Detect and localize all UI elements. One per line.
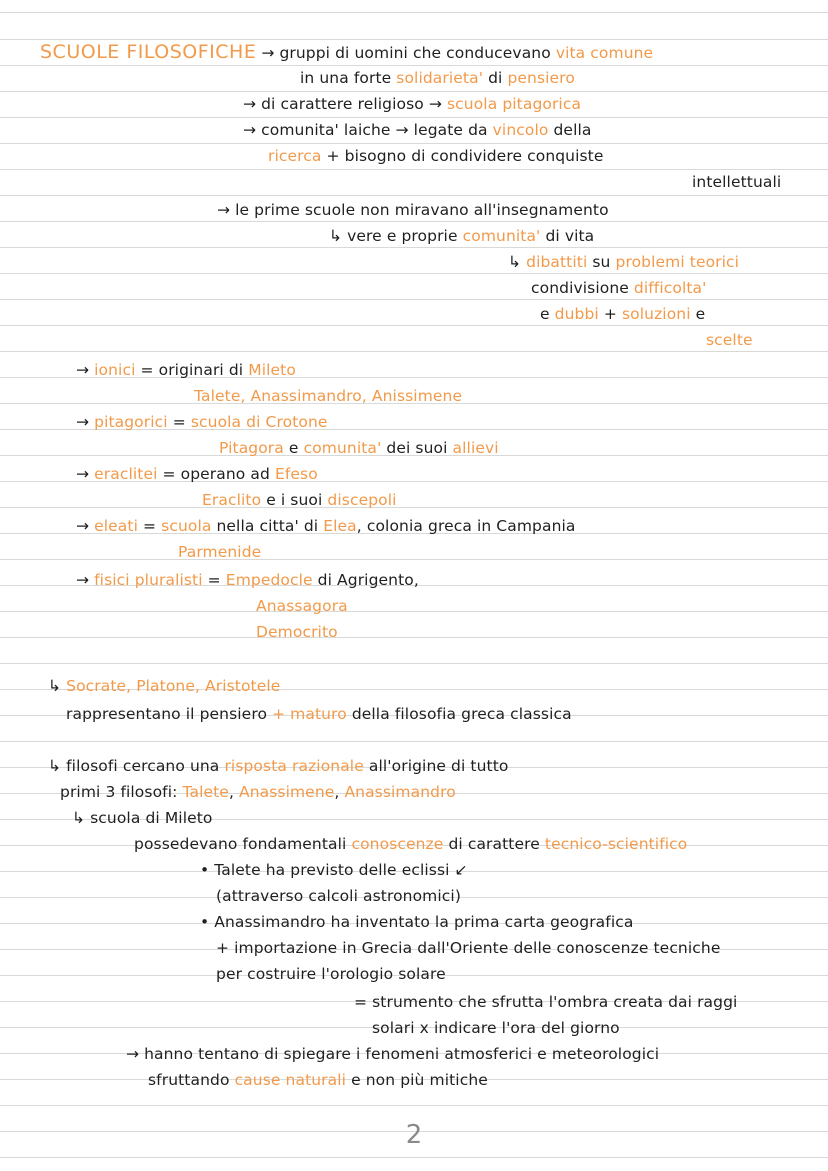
note-line (200, 860, 468, 880)
note-text: e (540, 305, 555, 323)
highlighted-term: dibattiti (526, 253, 588, 271)
note-line (256, 596, 348, 616)
note-line (268, 146, 604, 166)
highlighted-term: Socrate, Platone, Aristotele (66, 677, 281, 695)
note-text: primi 3 filosofi: (60, 783, 183, 801)
highlighted-term: soluzioni (621, 305, 691, 323)
note-line (354, 992, 737, 1012)
highlighted-term: cause naturali (234, 1071, 347, 1089)
highlighted-term: tecnico-scientifico (544, 835, 688, 853)
note-text: = (202, 571, 226, 589)
note-line (692, 172, 781, 192)
highlighted-term: scuola (161, 517, 212, 535)
highlighted-term: Democrito (256, 623, 338, 641)
note-text: di carattere (443, 835, 545, 853)
note-line (76, 570, 419, 590)
note-text: → le prime scuole non miravano all'insegnamento (217, 201, 609, 219)
note-line (48, 676, 280, 696)
note-text: condivisione (531, 279, 634, 297)
highlighted-term: Anassagora (256, 597, 348, 615)
note-text: di Agrigento, (312, 571, 419, 589)
highlighted-term: eleati (94, 517, 138, 535)
highlighted-term: comunita' (462, 227, 541, 245)
note-text: , (334, 783, 345, 801)
note-text: = (167, 413, 191, 431)
highlighted-term: SCUOLE FILOSOFICHE (40, 41, 257, 63)
highlighted-term: discepoli (327, 491, 397, 509)
note-line (60, 782, 456, 802)
highlighted-term: dubbi (554, 305, 599, 323)
highlighted-term: comunita' (303, 439, 382, 457)
note-line (200, 912, 633, 932)
note-text: • Talete ha previsto delle eclissi ↙ (200, 861, 468, 879)
note-line (148, 1070, 488, 1090)
highlighted-term: + maturo (272, 705, 347, 723)
note-line (216, 964, 446, 984)
note-text: e (283, 439, 304, 457)
note-text: + (598, 305, 622, 323)
note-line (219, 438, 499, 458)
note-text: → comunita' laiche → legate da (243, 121, 493, 139)
note-text: possedevano fondamentali (134, 835, 352, 853)
highlighted-term: scuola pitagorica (446, 95, 582, 113)
note-text: ↳ vere e proprie (329, 227, 463, 245)
note-line (126, 1044, 659, 1064)
note-line (256, 622, 338, 642)
note-line (540, 304, 705, 324)
highlighted-term: Elea (323, 517, 357, 535)
note-line (372, 1018, 620, 1038)
note-text: • Anassimandro ha inventato la prima carta geografica (200, 913, 634, 931)
note-text: dei suoi (381, 439, 453, 457)
highlighted-term: difficolta' (633, 279, 707, 297)
note-line (531, 278, 707, 298)
note-text: → (76, 413, 95, 431)
note-line (76, 464, 318, 484)
note-line (508, 252, 739, 272)
note-line (40, 42, 653, 63)
highlighted-term: scuola di Crotone (190, 413, 328, 431)
highlighted-term: risposta razionale (224, 757, 364, 775)
note-text: → (76, 517, 95, 535)
note-text: = operano ad (157, 465, 275, 483)
highlighted-term: ionici (94, 361, 136, 379)
note-text: → hanno tentano di spiegare i fenomeni atmosferici e meteorologici (126, 1045, 660, 1063)
note-text: in una forte (300, 69, 397, 87)
note-text: e i suoi (261, 491, 328, 509)
note-text: e non più mitiche (346, 1071, 488, 1089)
note-text: sfruttando (148, 1071, 235, 1089)
note-text: ↳ (508, 253, 527, 271)
note-line (243, 94, 581, 114)
note-text: su (587, 253, 616, 271)
highlighted-term: Anassimandro (344, 783, 456, 801)
note-text: → (76, 465, 95, 483)
highlighted-term: Talete (182, 783, 229, 801)
highlighted-term: conoscenze (351, 835, 444, 853)
note-text: ↳ filosofi cercano una (48, 757, 225, 775)
note-text: → (76, 571, 95, 589)
note-line (216, 938, 720, 958)
highlighted-term: solidarieta' (396, 69, 484, 87)
page-number: 2 (405, 1120, 423, 1150)
note-text: nella citta' di (211, 517, 324, 535)
note-line (329, 226, 594, 246)
note-text: per costruire l'orologio solare (216, 965, 446, 983)
note-line (202, 490, 397, 510)
note-text: e (690, 305, 706, 323)
highlighted-term: Empedocle (225, 571, 313, 589)
highlighted-term: pitagorici (94, 413, 168, 431)
highlighted-term: Talete, Anassimandro, Anissimene (194, 387, 463, 405)
note-text: della filosofia greca classica (346, 705, 572, 723)
note-text: ↳ scuola di Mileto (72, 809, 213, 827)
note-line (66, 704, 572, 724)
highlighted-term: problemi teorici (615, 253, 740, 271)
highlighted-term: pensiero (507, 69, 575, 87)
note-text: = originari di (135, 361, 249, 379)
highlighted-term: Pitagora (219, 439, 284, 457)
highlighted-term: eraclitei (94, 465, 158, 483)
highlighted-term: scelte (706, 331, 753, 349)
note-text: intellettuali (692, 173, 782, 191)
note-text: = strumento che sfrutta l'ombra creata dai raggi (354, 993, 738, 1011)
note-line (76, 412, 328, 432)
highlighted-term: Efeso (274, 465, 318, 483)
note-text: ↳ (48, 677, 67, 695)
note-text: → di carattere religioso → (243, 95, 447, 113)
note-text: + importazione in Grecia dall'Oriente delle conoscenze tecniche (216, 939, 721, 957)
note-text: = (138, 517, 162, 535)
note-line (134, 834, 687, 854)
note-text: + bisogno di condividere conquiste (321, 147, 604, 165)
note-text: → (76, 361, 95, 379)
note-text: (attraverso calcoli astronomici) (216, 887, 461, 905)
note-text: all'origine di tutto (363, 757, 509, 775)
highlighted-term: allievi (452, 439, 499, 457)
note-line (178, 542, 261, 562)
note-line (72, 808, 213, 828)
note-text: della (548, 121, 592, 139)
note-text: → gruppi di uomini che conducevano (256, 44, 556, 62)
note-text: di vita (540, 227, 595, 245)
highlighted-term: vincolo (492, 121, 549, 139)
note-line (194, 386, 462, 406)
note-line (48, 756, 508, 776)
highlighted-term: vita comune (555, 44, 654, 62)
note-text: solari x indicare l'ora del giorno (372, 1019, 620, 1037)
note-text: di (483, 69, 508, 87)
note-line (300, 68, 575, 88)
highlighted-term: fisici pluralisti (94, 571, 203, 589)
note-text: rappresentano il pensiero (66, 705, 273, 723)
note-line (216, 886, 461, 906)
highlighted-term: ricerca (268, 147, 322, 165)
note-text: , colonia greca in Campania (356, 517, 576, 535)
highlighted-term: Eraclito (202, 491, 262, 509)
highlighted-term: Mileto (248, 361, 296, 379)
note-line (76, 516, 576, 536)
note-line (243, 120, 591, 140)
note-line (76, 360, 296, 380)
note-text: , (228, 783, 239, 801)
highlighted-term: Anassimene (239, 783, 335, 801)
note-line (217, 200, 609, 220)
highlighted-term: Parmenide (178, 543, 262, 561)
note-line (706, 330, 753, 350)
